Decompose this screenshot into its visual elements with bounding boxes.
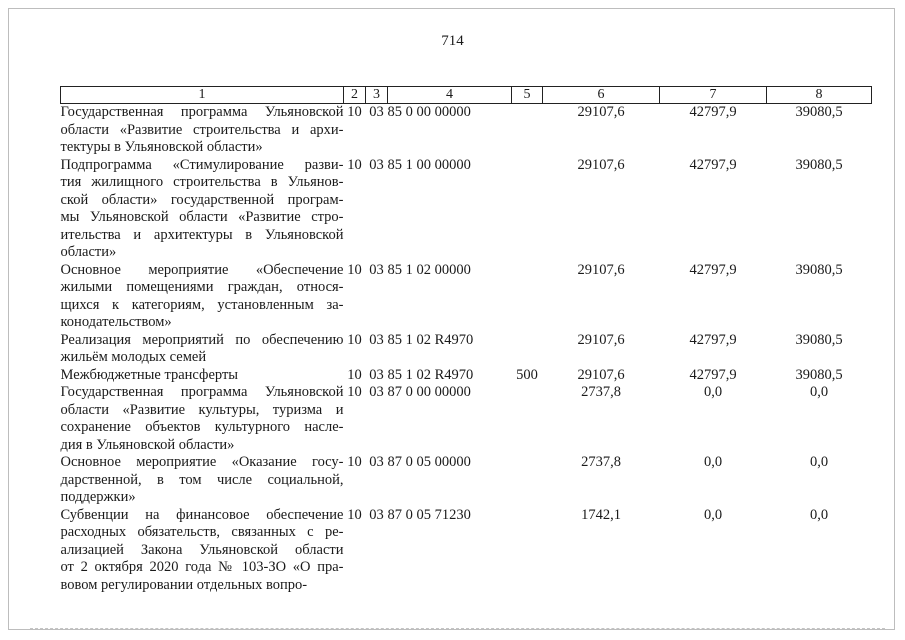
section-cell: 10 xyxy=(347,156,362,173)
item-name-cell xyxy=(61,454,344,507)
subsection-cell: 03 xyxy=(369,331,384,348)
amount-year2-cell: 0,0 xyxy=(703,506,723,523)
item-name-cell xyxy=(61,332,344,367)
item-name-line: ской области» государственной програм- xyxy=(60,191,344,208)
item-name-line: жилыми помещениями граждан, относя- xyxy=(60,279,344,295)
section-cell: 10 xyxy=(347,506,362,523)
target-article-cell: 85 1 02 R4970 xyxy=(387,331,474,348)
subsection-cell: 03 xyxy=(369,366,384,383)
budget-table xyxy=(60,86,872,594)
item-name-line: жильём молодых семей xyxy=(60,349,207,365)
item-name-line: ительства и архитектуры в Ульяновской xyxy=(60,226,344,243)
target-article-cell: 87 0 05 71230 xyxy=(387,506,471,523)
table-row xyxy=(61,367,872,385)
expense-type-cell xyxy=(512,104,543,157)
amount-year3-cell: 0,0 xyxy=(809,384,829,400)
section-cell: 10 xyxy=(347,454,362,470)
item-name-cell xyxy=(61,367,344,385)
subsection-cell: 03 xyxy=(369,156,384,173)
subsection-cell: 03 xyxy=(369,384,384,400)
header-col-3: 3 xyxy=(366,87,388,104)
item-name-line: ализацией Закона Ульяновской области xyxy=(60,541,344,558)
subsection-cell: 03 xyxy=(369,454,384,470)
amount-year2-cell: 42797,9 xyxy=(689,156,737,173)
table-header-row xyxy=(61,87,872,104)
item-name-line: Государственная программа Ульяновской xyxy=(60,384,344,400)
table-row xyxy=(61,332,872,367)
item-name-line: дарственной, в том числе социальной, xyxy=(60,471,344,488)
amount-year1-cell: 29107,6 xyxy=(577,366,625,383)
item-name-line: тия жилищного строительства в Ульянов- xyxy=(60,174,344,190)
amount-year1-cell: 29107,6 xyxy=(577,156,625,173)
amount-year1-cell: 29107,6 xyxy=(577,261,625,278)
item-name-cell xyxy=(61,104,344,157)
amount-year2-cell: 42797,9 xyxy=(689,104,737,120)
item-name-cell xyxy=(61,384,344,454)
amount-year3-cell: 39080,5 xyxy=(795,261,843,278)
item-name-line: от 2 октября 2020 года № 103-ЗО «О пра- xyxy=(60,559,344,575)
item-name-line: поддержки» xyxy=(60,489,136,505)
subsection-cell: 03 xyxy=(369,506,384,523)
item-name-line: тектуры в Ульяновской области» xyxy=(60,139,263,155)
amount-year1-cell: 29107,6 xyxy=(577,331,625,348)
amount-year3-cell: 0,0 xyxy=(809,506,829,523)
item-name-line: вовом регулировании отдельных вопро- xyxy=(60,576,308,593)
item-name-line: Межбюджетные трансферты xyxy=(60,366,239,383)
expense-type-cell xyxy=(512,262,543,332)
amount-year2-cell: 0,0 xyxy=(703,384,723,400)
target-article-cell: 85 1 00 00000 xyxy=(387,156,471,173)
header-col-7: 7 xyxy=(660,87,767,104)
table-body xyxy=(61,104,872,595)
amount-year2-cell: 0,0 xyxy=(703,454,723,470)
item-name-cell xyxy=(61,262,344,332)
item-name-line: Основное мероприятие «Оказание госу- xyxy=(60,454,344,470)
target-article-cell: 87 0 05 00000 xyxy=(387,454,471,470)
item-name-line: Реализация мероприятий по обеспечению xyxy=(60,331,344,348)
target-article-cell: 85 0 00 00000 xyxy=(387,104,471,120)
amount-year3-cell: 39080,5 xyxy=(795,331,843,348)
table-row xyxy=(61,157,872,262)
table-row xyxy=(61,384,872,454)
header-col-8: 8 xyxy=(767,87,872,104)
expense-type-cell xyxy=(512,384,543,454)
header-col-5: 5 xyxy=(512,87,543,104)
item-name-line: Государственная программа Ульяновской xyxy=(60,104,344,120)
amount-year3-cell: 39080,5 xyxy=(795,104,843,120)
header-col-2: 2 xyxy=(344,87,366,104)
item-name-line: расходных обязательств, связанных с ре- xyxy=(60,524,344,540)
header-col-6: 6 xyxy=(543,87,660,104)
amount-year1-cell: 2737,8 xyxy=(581,384,621,400)
item-name-line: Субвенции на финансовое обеспечение xyxy=(60,506,344,523)
target-article-cell: 87 0 00 00000 xyxy=(387,384,471,400)
item-name-line: дия в Ульяновской области» xyxy=(60,436,235,453)
expense-type-cell xyxy=(512,332,543,367)
amount-year2-cell: 42797,9 xyxy=(689,261,737,278)
item-name-line: сохранение объектов культурного насле- xyxy=(60,419,344,435)
section-cell: 10 xyxy=(347,384,362,400)
table-row xyxy=(61,262,872,332)
table-row xyxy=(61,454,872,507)
item-name-line: области «Развитие строительства и архи- xyxy=(60,121,344,138)
amount-year3-cell: 39080,5 xyxy=(795,156,843,173)
header-col-4: 4 xyxy=(388,87,512,104)
amount-year3-cell: 0,0 xyxy=(809,454,829,470)
amount-year1-cell: 1742,1 xyxy=(581,506,621,523)
header-col-1: 1 xyxy=(61,87,344,104)
table-row xyxy=(61,507,872,595)
subsection-cell: 03 xyxy=(369,104,384,120)
section-cell: 10 xyxy=(347,261,362,278)
section-cell: 10 xyxy=(347,331,362,348)
page-number: 714 xyxy=(441,33,464,49)
expense-type-cell xyxy=(512,454,543,507)
item-name-line: щихся к категориям, установленным за- xyxy=(60,296,344,313)
item-name-cell xyxy=(61,157,344,262)
expense-type-cell xyxy=(512,157,543,262)
amount-year1-cell: 2737,8 xyxy=(581,454,621,470)
table-row xyxy=(61,104,872,157)
amount-year2-cell: 42797,9 xyxy=(689,331,737,348)
section-cell: 10 xyxy=(347,104,362,120)
amount-year3-cell: 39080,5 xyxy=(795,366,843,383)
target-article-cell: 85 1 02 R4970 xyxy=(387,366,474,383)
section-cell: 10 xyxy=(347,366,362,383)
bottom-dashed-rule xyxy=(30,628,885,629)
item-name-line: области» xyxy=(60,244,117,260)
expense-type-cell: 500 xyxy=(516,366,538,383)
amount-year2-cell: 42797,9 xyxy=(689,366,737,383)
item-name-line: области «Развитие культуры, туризма и xyxy=(60,401,344,418)
item-name-line: Основное мероприятие «Обеспечение xyxy=(60,261,344,278)
target-article-cell: 85 1 02 00000 xyxy=(387,261,471,278)
expense-type-cell xyxy=(512,507,543,595)
item-name-line: конодательством» xyxy=(60,314,172,330)
item-name-line: мы Ульяновской области «Развитие стро- xyxy=(60,209,344,225)
amount-year1-cell: 29107,6 xyxy=(577,104,625,120)
subsection-cell: 03 xyxy=(369,261,384,278)
item-name-cell xyxy=(61,507,344,595)
item-name-line: Подпрограмма «Стимулирование разви- xyxy=(60,156,344,173)
